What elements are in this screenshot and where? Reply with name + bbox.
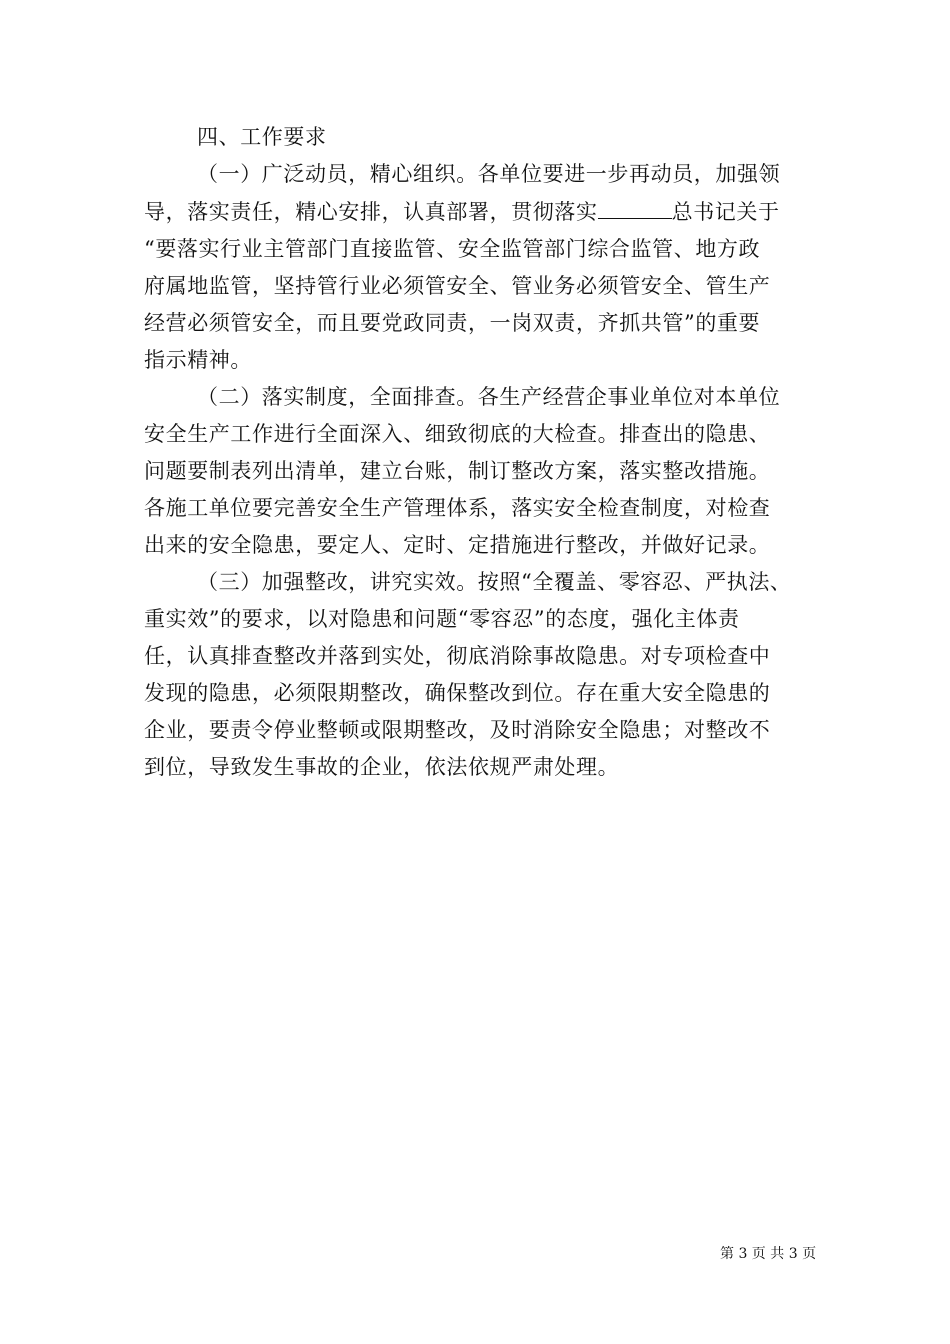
paragraph-3-line-2: 重实效”的要求，以对隐患和问题“零容忍”的态度，强化主体责: [144, 607, 740, 631]
section-heading: 四、工作要求: [197, 125, 327, 149]
paragraph-2-line-1: （二）落实制度，全面排查。各生产经营企事业单位对本单位: [197, 385, 781, 409]
paragraph-3-line-4: 发现的隐患，必须限期整改，确保整改到位。存在重大安全隐患的: [144, 681, 771, 705]
paragraph-2-line-5: 出来的安全隐患，要定人、定时、定措施进行整改，并做好记录。: [144, 533, 771, 557]
page-number-footer: 第 3 页 共 3 页: [720, 1246, 817, 1262]
paragraph-2-line-4: 各施工单位要完善安全生产管理体系，落实安全检查制度，对检查: [144, 496, 771, 520]
paragraph-1-line-2b: 总书记关于: [671, 200, 780, 224]
blank-underline: [598, 200, 672, 219]
paragraph-1-line-1: （一）广泛动员，精心组织。各单位要进一步再动员，加强领: [197, 162, 781, 186]
paragraph-1-line-6: 指示精神。: [144, 348, 252, 372]
paragraph-1-line-2: [144, 193, 780, 231]
paragraph-2-line-2: 安全生产工作进行全面深入、细致彻底的大检查。排查出的隐患、: [144, 422, 771, 446]
paragraph-3-line-1: （三）加强整改，讲究实效。按照“全覆盖、零容忍、严执法、: [197, 570, 792, 594]
paragraph-1-line-3: “要落实行业主管部门直接监管、安全监管部门综合监管、地方政: [144, 237, 761, 261]
paragraph-1-line-4: 府属地监管，坚持管行业必须管安全、管业务必须管安全、管生产: [144, 274, 771, 298]
paragraph-1-line-5: 经营必须管安全，而且要党政同责，一岗双责，齐抓共管”的重要: [144, 311, 761, 335]
paragraph-2-line-3: 问题要制表列出清单，建立台账，制订整改方案，落实整改措施。: [144, 459, 771, 483]
paragraph-3-line-6: 到位，导致发生事故的企业，依法依规严肃处理。: [144, 755, 620, 779]
paragraph-1-line-2a: 导，落实责任，精心安排，认真部署，贯彻落实: [144, 200, 598, 224]
paragraph-3-line-3: 任，认真排查整改并落到实处，彻底消除事故隐患。对专项检查中: [144, 644, 771, 668]
paragraph-3-line-5: 企业，要责令停业整顿或限期整改，及时消除安全隐患；对整改不: [144, 718, 771, 742]
